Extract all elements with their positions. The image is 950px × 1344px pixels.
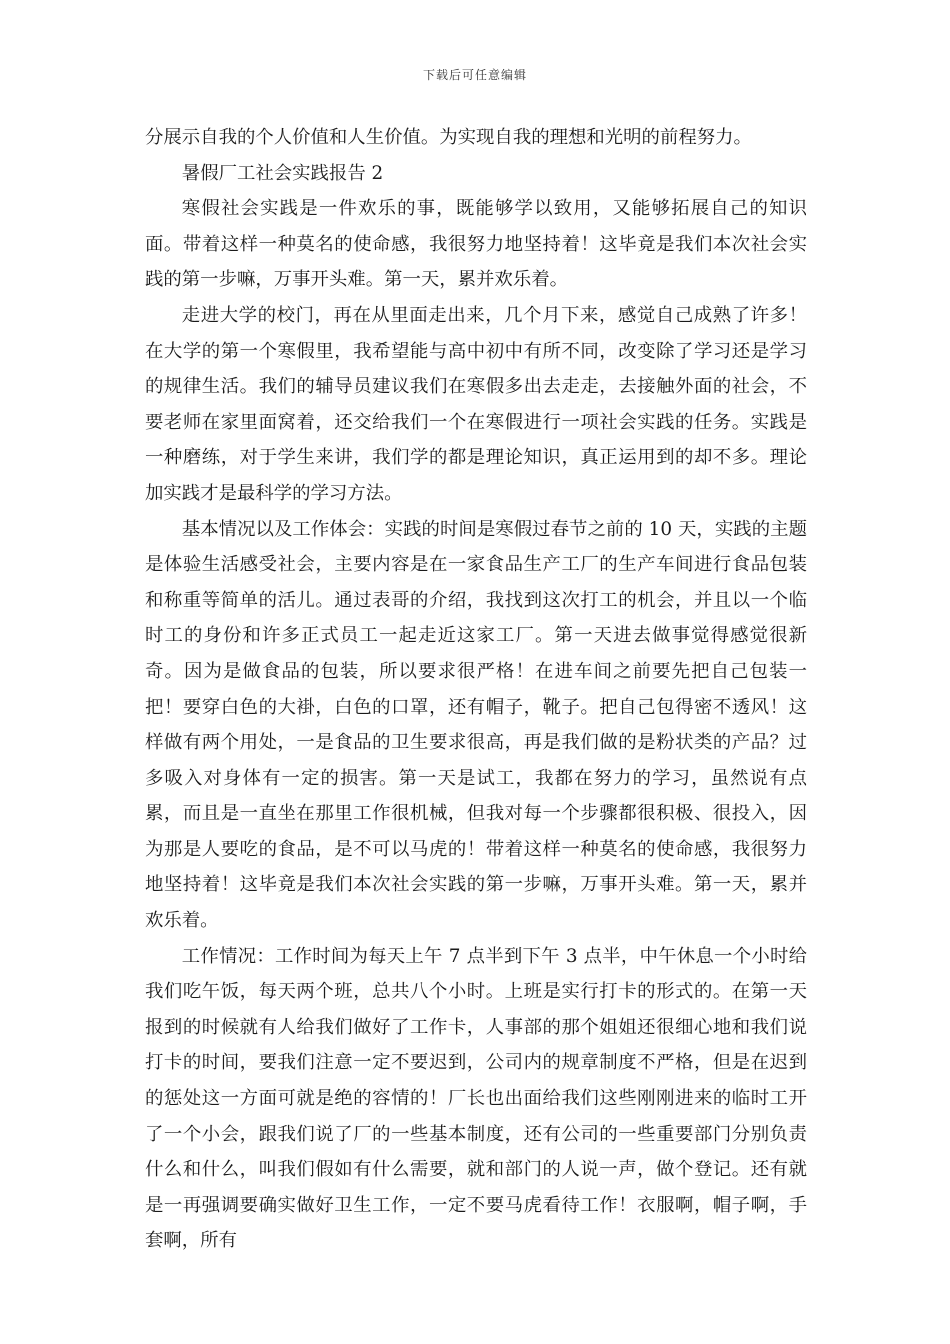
paragraph: 工作情况：工作时间为每天上午 7 点半到下午 3 点半，中午休息一个小时给我们吃午饭，每天两个班，总共八个小时。上班是实行打卡的形式的。在第一天报到的时候就有人给我们做好了工作卡，人事部的那个姐姐还很细心地和我们说打卡的时间，要我们注意一定不要迟到，公司内的规章制度不严格，但是在迟到的惩处这一方面可就是绝的容情的！厂长也出面给我们这些刚刚进来的临时工开了一个小会，跟我们说了厂的一些基本制度，还有公司的一些重要部门分别负责什么和什么，叫我们假如有什么需要，就和部门的人说一声，做个登记。还有就是一再强调要确实做好卫生工作，一定不要马虎看待工作！衣服啊，帽子啊，手套啊，所有	[145, 945, 807, 1252]
document-body	[145, 120, 807, 1259]
paragraph-continuation: 分展示自我的个人价值和人生价值。为实现自我的理想和光明的前程努力。	[145, 127, 752, 148]
paragraph: 走进大学的校门，再在从里面走出来，几个月下来，感觉自己成熟了许多！在大学的第一个寒假里，我希望能与高中初中有所不同，改变除了学习还是学习的规律生活。我们的辅导员建议我们在寒假多出去走走，去接触外面的社会，不要老师在家里面窝着，还交给我们一个在寒假进行一项社会实践的任务。实践是一种磨练，对于学生来讲，我们学的都是理论知识，真正运用到的却不多。理论加实践才是最科学的学习方法。	[145, 304, 807, 504]
paragraph: 基本情况以及工作体会：实践的时间是寒假过春节之前的 10 天，实践的主题是体验生活感受社会，主要内容是在一家食品生产工厂的生产车间进行食品包装和称重等简单的活儿。通过表哥的介绍，我找到这次打工的机会，并且以一个临时工的身份和许多正式员工一起走近这家工厂。第一天进去做事觉得感觉很新奇。因为是做食品的包装，所以要求很严格！在进车间之前要先把自己包装一把！要穿白色的大褂，白色的口罩，还有帽子，靴子。把自己包得密不透风！这样做有两个用处，一是食品的卫生要求很高，再是我们做的是粉状类的产品？过多吸入对身体有一定的损害。第一天是试工，我都在努力的学习，虽然说有点累，而且是一直坐在那里工作很机械，但我对每一个步骤都很积极、很投入，因为那是人要吃的食品，是不可以马虎的！带着这样一种莫名的使命感，我很努力地坚持着！这毕竟是我们本次社会实践的第一步嘛，万事开头难。第一天，累并欢乐着。	[145, 518, 807, 932]
page-header: 下载后可任意编辑	[422, 68, 527, 82]
section-title: 暑假厂工社会实践报告 2	[181, 162, 384, 184]
paragraph: 寒假社会实践是一件欢乐的事，既能够学以致用，又能够拓展自己的知识面。带着这样一种莫名的使命感，我很努力地坚持着！这毕竟是我们本次社会实践的第一步嘛，万事开头难。第一天，累并欢乐着。	[145, 198, 807, 291]
